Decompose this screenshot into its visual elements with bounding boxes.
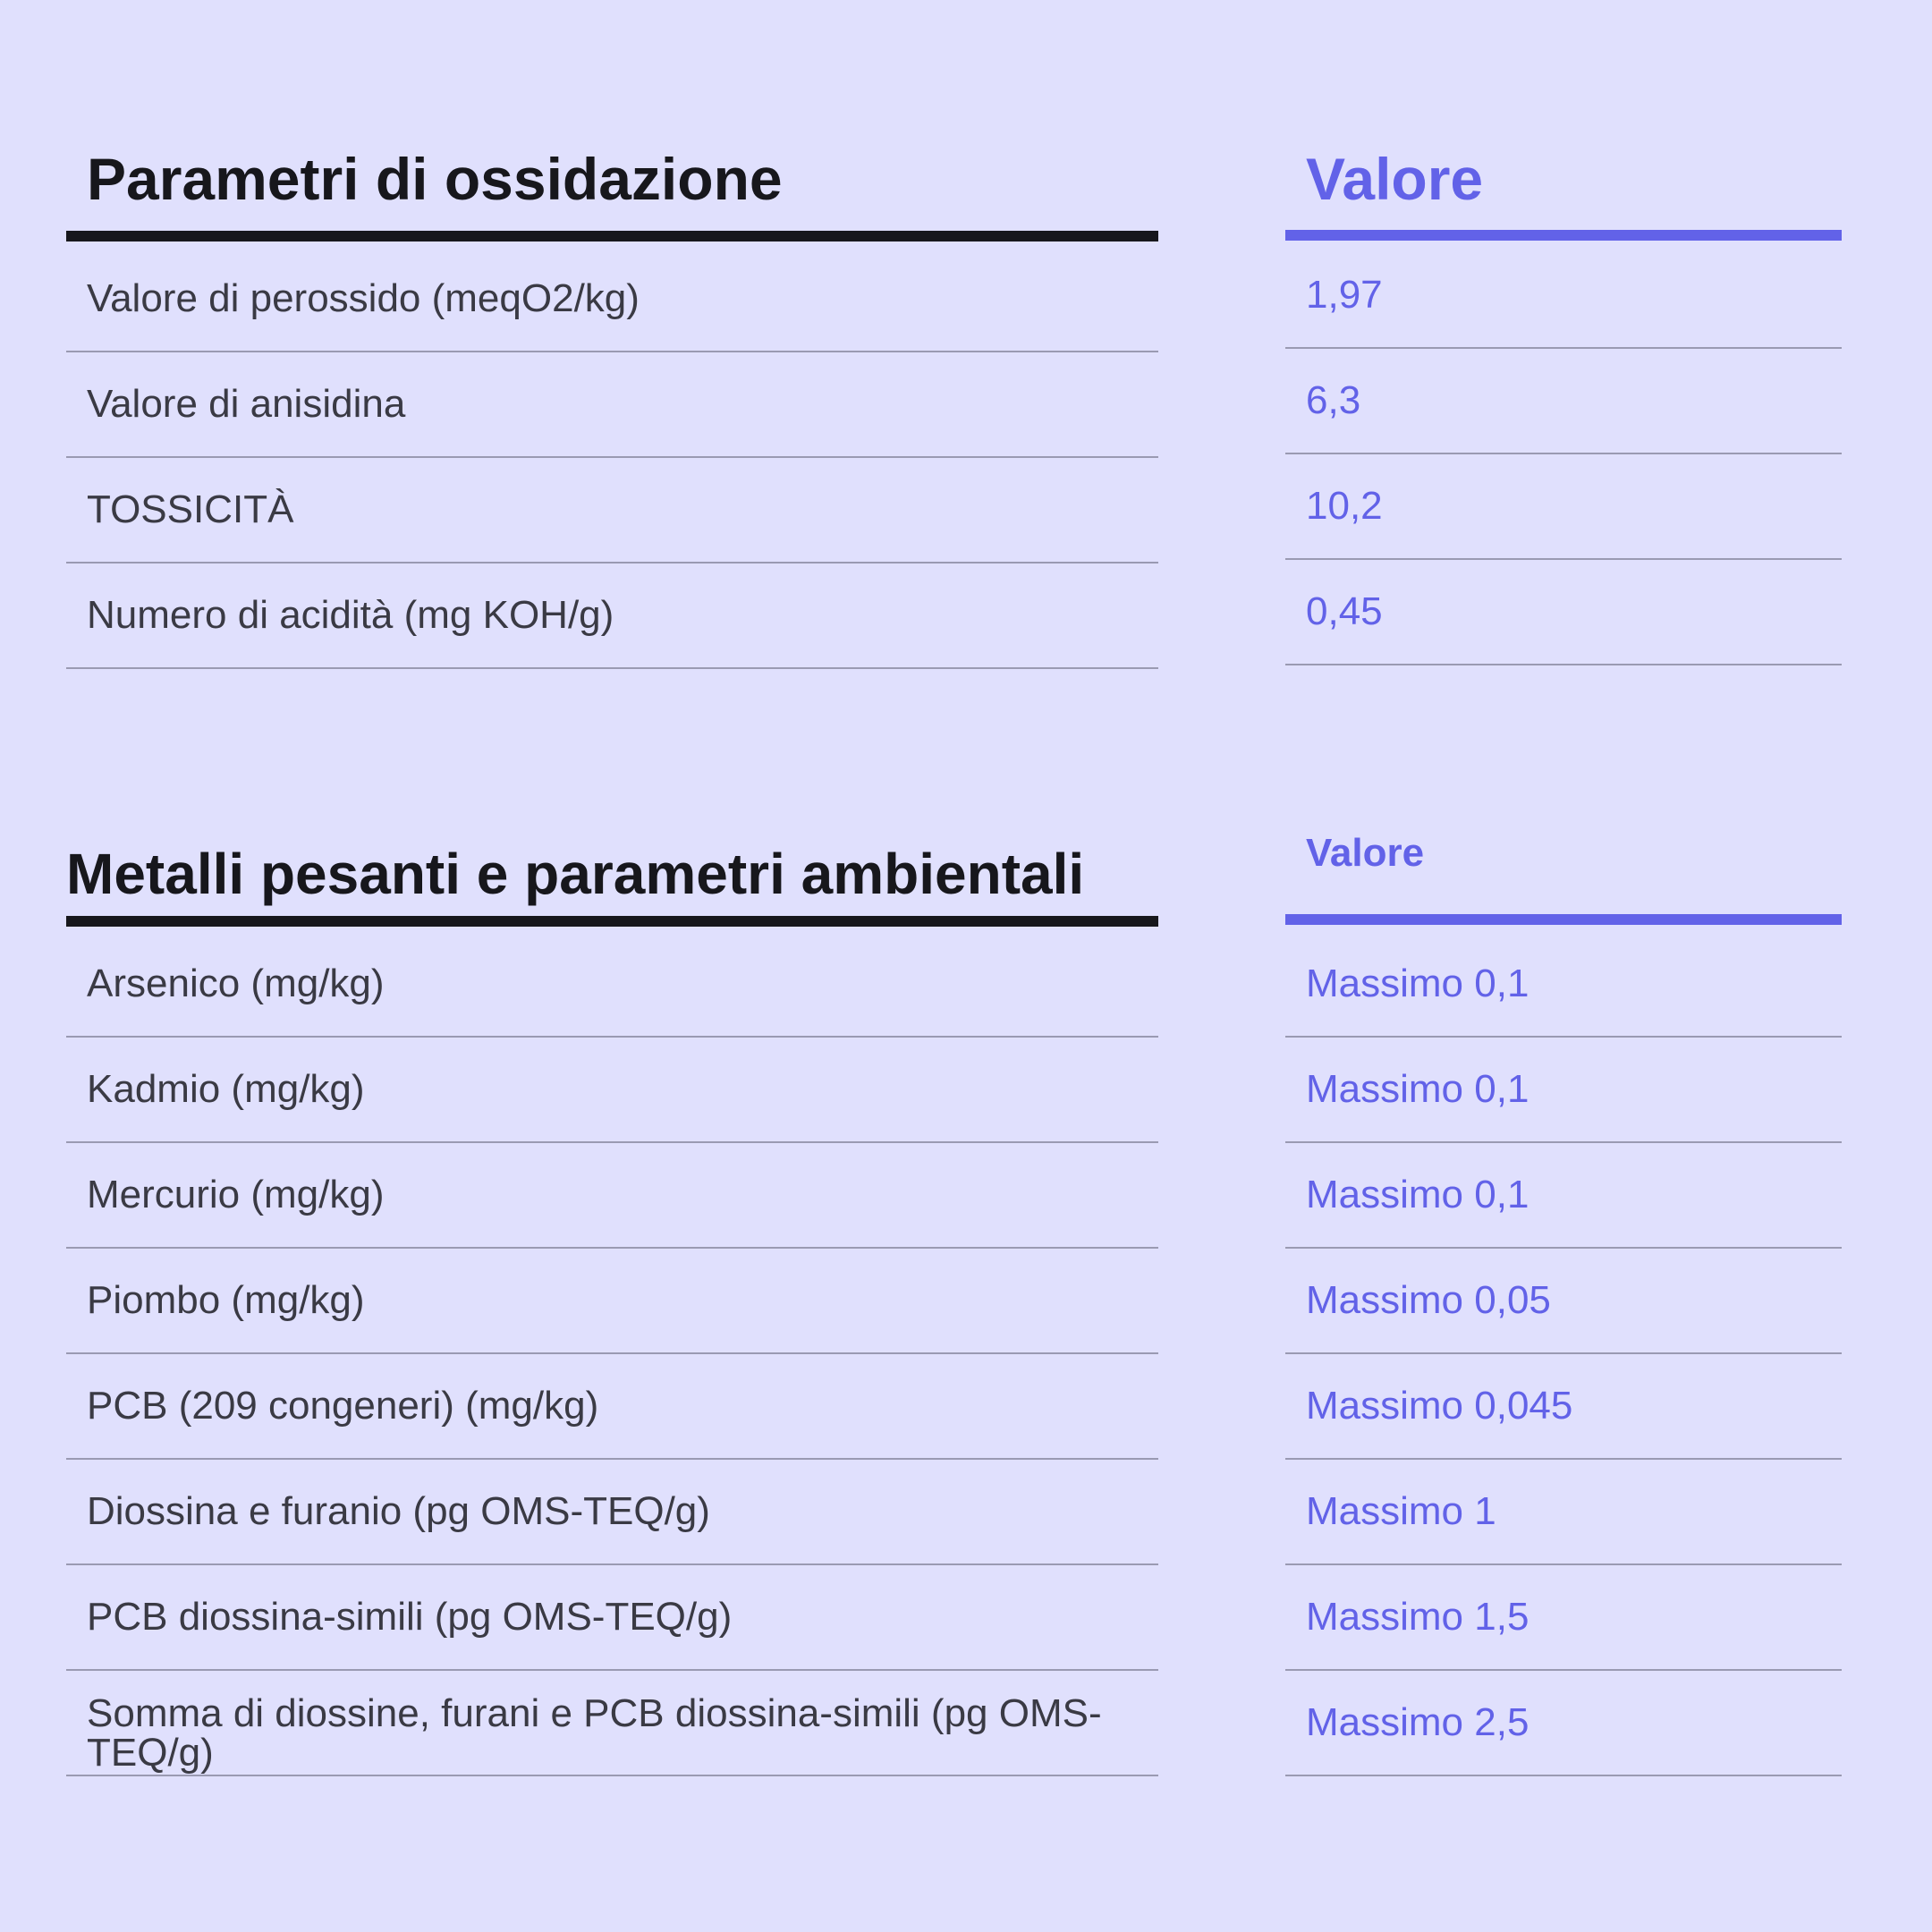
oxidation-title: Parametri di ossidazione bbox=[87, 146, 783, 212]
table-row bbox=[1285, 932, 1842, 1038]
metals-value-list bbox=[1285, 932, 1842, 1776]
table-row bbox=[1285, 349, 1842, 454]
row-value: Massimo 0,05 bbox=[1306, 1278, 1551, 1322]
oxidation-value-list bbox=[1285, 243, 1842, 665]
table-row bbox=[1285, 1038, 1842, 1143]
table-row bbox=[1285, 454, 1842, 560]
metals-label-list bbox=[66, 932, 1158, 1776]
table-row bbox=[1285, 1354, 1842, 1460]
row-label: Mercurio (mg/kg) bbox=[87, 1173, 385, 1216]
table-row bbox=[66, 1460, 1158, 1565]
row-value: Massimo 1 bbox=[1306, 1489, 1496, 1533]
table-row bbox=[66, 1671, 1158, 1776]
row-value: Massimo 0,1 bbox=[1306, 1173, 1530, 1216]
table-row bbox=[66, 564, 1158, 669]
oxidation-label-list bbox=[66, 247, 1158, 669]
row-label: Piombo (mg/kg) bbox=[87, 1278, 365, 1322]
row-value: Massimo 0,1 bbox=[1306, 1067, 1530, 1111]
metals-title: Metalli pesanti e parametri ambientali bbox=[66, 842, 1085, 906]
table-row bbox=[66, 352, 1158, 458]
row-value: 0,45 bbox=[1306, 589, 1383, 633]
row-value: Massimo 2,5 bbox=[1306, 1700, 1530, 1744]
table-row bbox=[66, 1143, 1158, 1249]
row-label: PCB diossina-simili (pg OMS-TEQ/g) bbox=[87, 1595, 733, 1639]
row-label: Kadmio (mg/kg) bbox=[87, 1067, 365, 1111]
table-row bbox=[1285, 243, 1842, 349]
metals-value-header: Valore bbox=[1306, 831, 1425, 875]
row-label: TOSSICITÀ bbox=[87, 487, 294, 531]
table-row bbox=[66, 1038, 1158, 1143]
table-row bbox=[66, 932, 1158, 1038]
table-row bbox=[1285, 1565, 1842, 1671]
table-row bbox=[66, 247, 1158, 352]
oxidation-value-header: Valore bbox=[1306, 146, 1484, 212]
table-row bbox=[66, 1354, 1158, 1460]
row-value: 1,97 bbox=[1306, 273, 1383, 317]
table-row bbox=[66, 458, 1158, 564]
table-row bbox=[1285, 1143, 1842, 1249]
table-row bbox=[1285, 1460, 1842, 1565]
row-value: Massimo 0,045 bbox=[1306, 1384, 1573, 1428]
row-value: Massimo 0,1 bbox=[1306, 962, 1530, 1005]
table-row bbox=[1285, 1671, 1842, 1776]
metals-value-rule bbox=[1285, 914, 1842, 925]
table-row bbox=[66, 1565, 1158, 1671]
row-value: 10,2 bbox=[1306, 484, 1383, 528]
row-value: Massimo 1,5 bbox=[1306, 1595, 1530, 1639]
row-label: Valore di anisidina bbox=[87, 382, 406, 426]
table-row bbox=[1285, 1249, 1842, 1354]
row-label: PCB (209 congeneri) (mg/kg) bbox=[87, 1384, 599, 1428]
oxidation-title-rule bbox=[66, 231, 1158, 242]
oxidation-value-rule bbox=[1285, 230, 1842, 241]
row-label: Valore di perossido (meqO2/kg) bbox=[87, 276, 640, 320]
row-label: Numero di acidità (mg KOH/g) bbox=[87, 593, 614, 637]
row-label: Somma di diossine, furani e PCB diossina-simili (pg OMS-TEQ/g) bbox=[87, 1691, 1102, 1775]
row-value: 6,3 bbox=[1306, 378, 1361, 422]
metals-title-rule bbox=[66, 916, 1158, 927]
table-row bbox=[1285, 560, 1842, 665]
row-label: Arsenico (mg/kg) bbox=[87, 962, 385, 1005]
row-label: Diossina e furanio (pg OMS-TEQ/g) bbox=[87, 1489, 710, 1533]
table-row bbox=[66, 1249, 1158, 1354]
